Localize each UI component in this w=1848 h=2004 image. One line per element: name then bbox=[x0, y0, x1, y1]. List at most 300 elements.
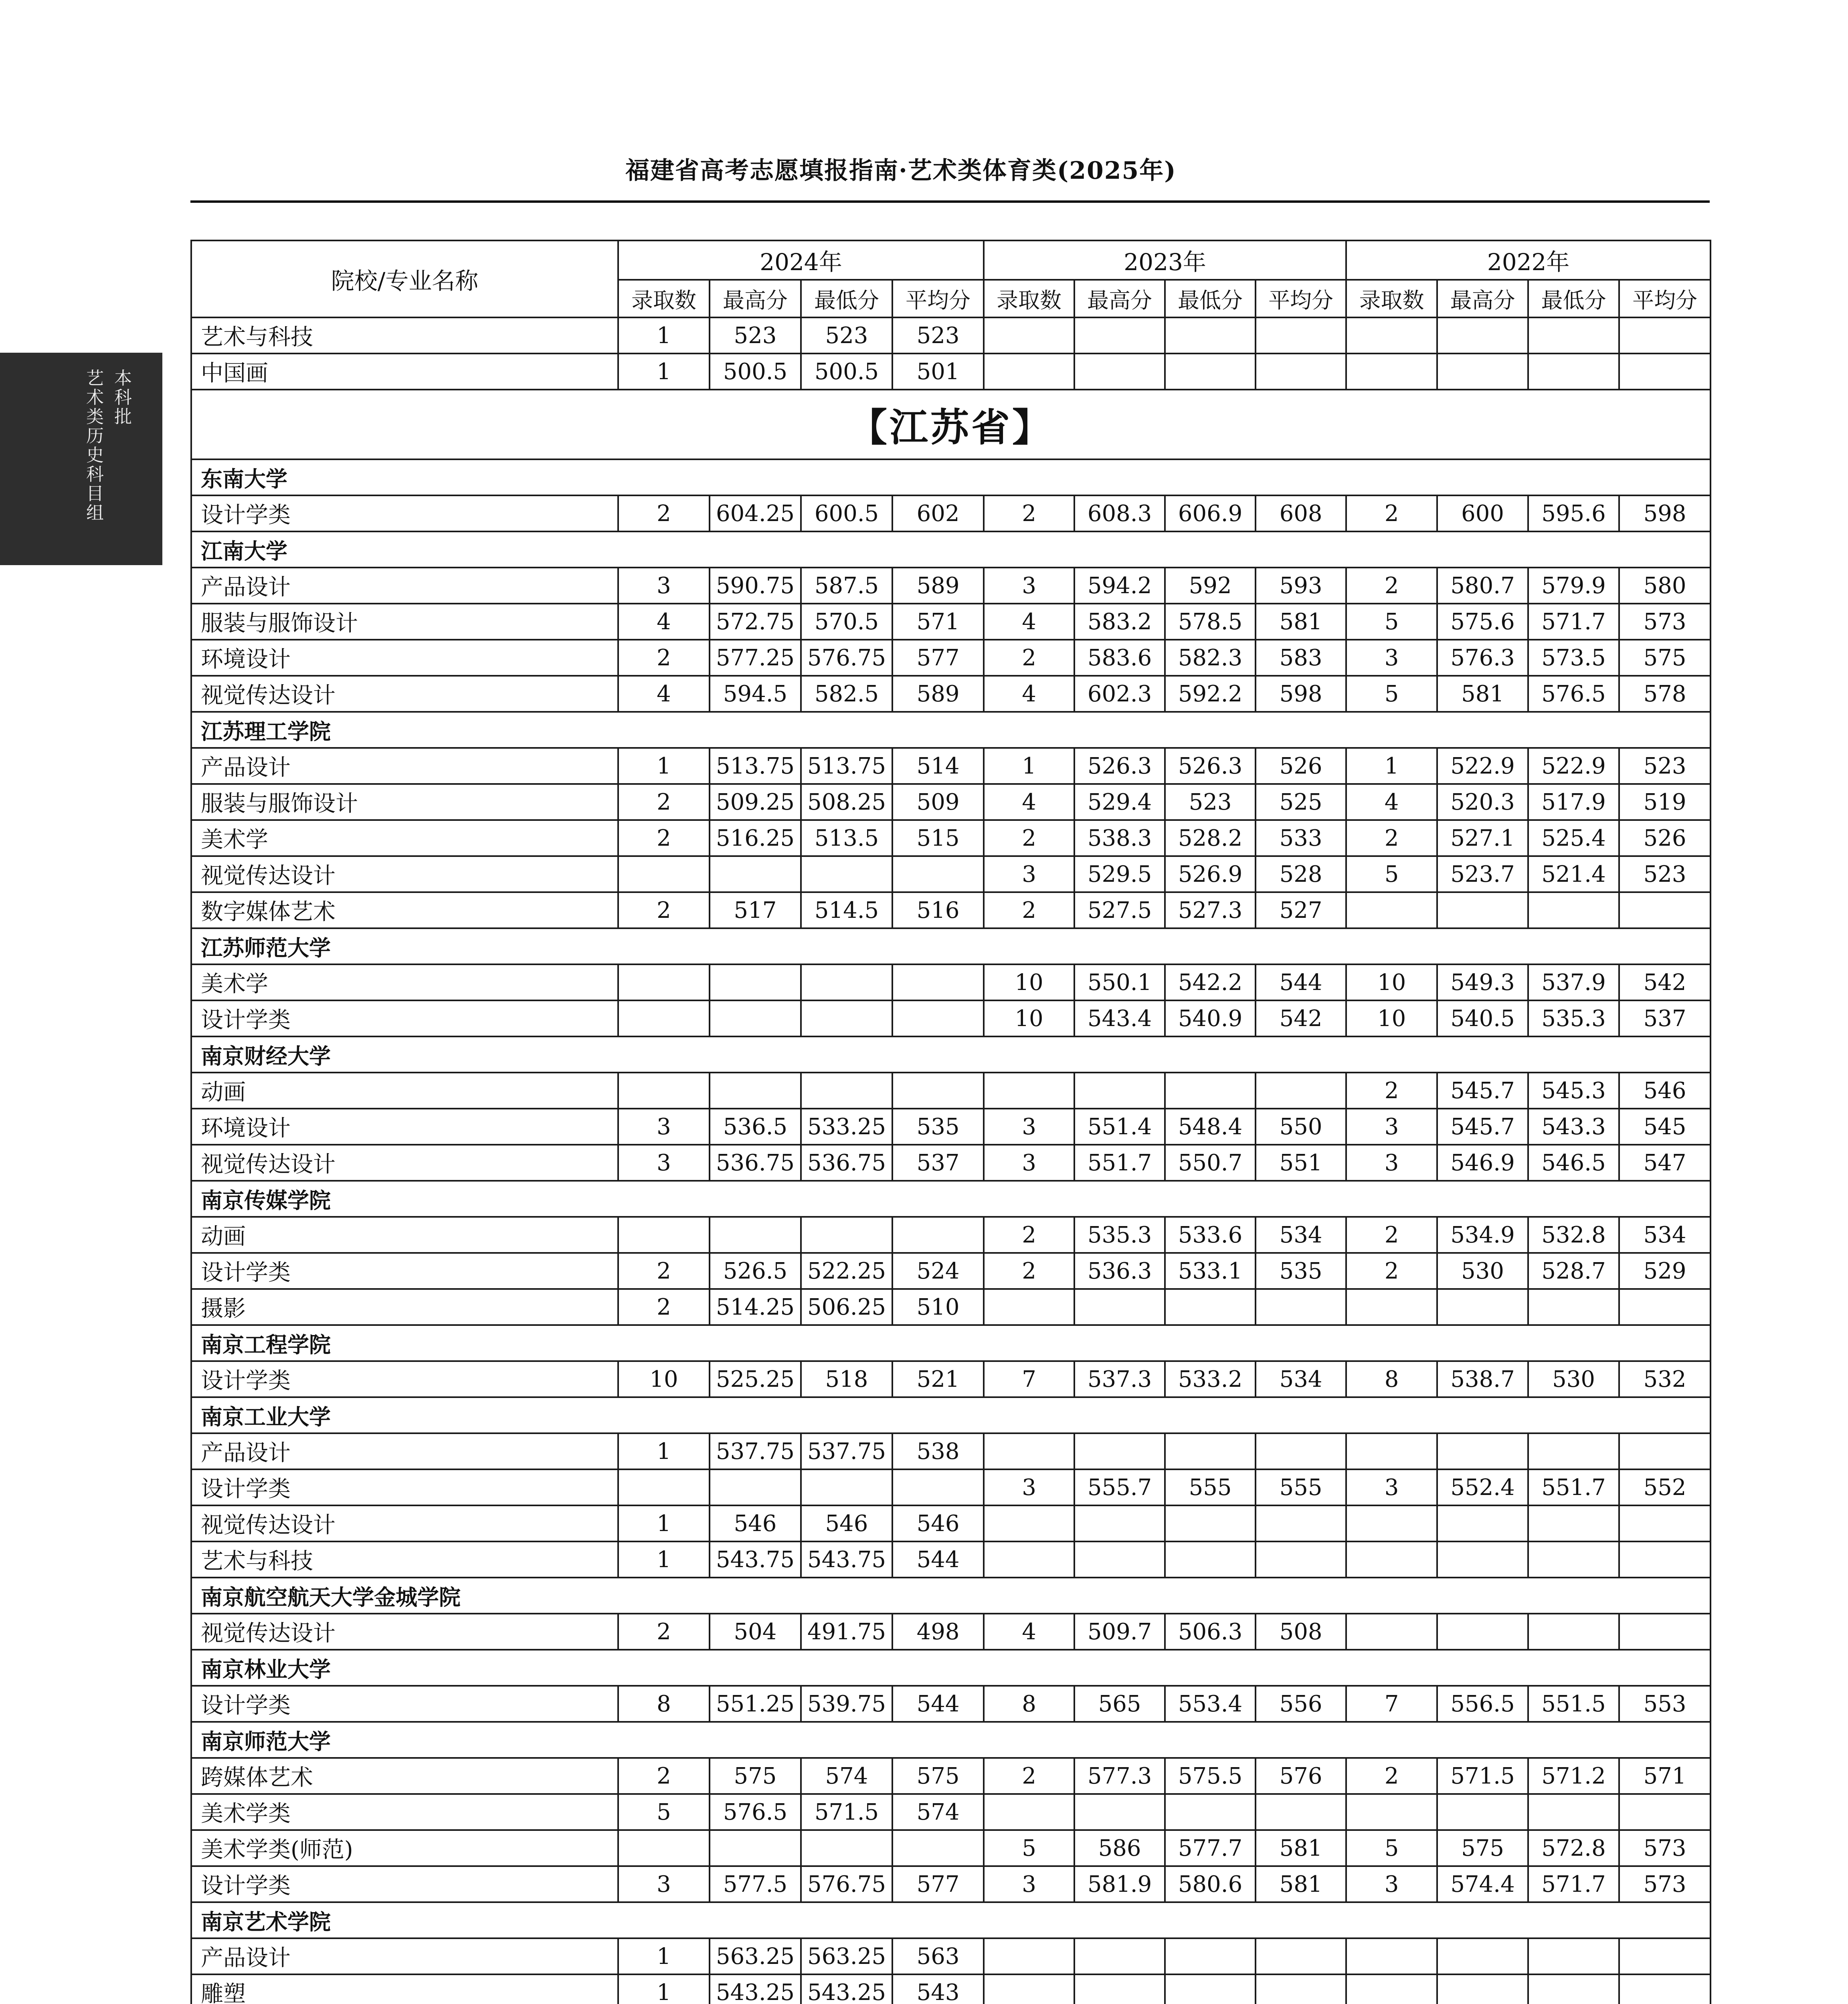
score-cell bbox=[1528, 892, 1619, 928]
score-cell: 530 bbox=[1528, 1361, 1619, 1397]
score-cell: 3 bbox=[1346, 1866, 1437, 1902]
score-cell bbox=[1619, 1938, 1711, 1974]
score-cell: 576.5 bbox=[1528, 676, 1619, 712]
score-cell: 533.1 bbox=[1165, 1253, 1256, 1289]
score-cell: 530 bbox=[1437, 1253, 1528, 1289]
score-cell: 3 bbox=[984, 1866, 1074, 1902]
score-cell bbox=[892, 964, 984, 1000]
school-name: 南京工程学院 bbox=[191, 1325, 1711, 1361]
table-header-years bbox=[191, 240, 1711, 280]
score-cell bbox=[984, 1505, 1074, 1541]
school-row bbox=[191, 1036, 1711, 1073]
score-cell: 572.75 bbox=[710, 604, 801, 640]
score-cell: 537 bbox=[892, 1145, 984, 1181]
school-name: 江苏理工学院 bbox=[191, 712, 1711, 748]
table-row bbox=[191, 856, 1711, 892]
score-cell: 515 bbox=[892, 820, 984, 856]
score-cell bbox=[1437, 1433, 1528, 1469]
score-cell: 543.75 bbox=[710, 1541, 801, 1578]
score-cell: 600.5 bbox=[801, 495, 892, 531]
score-cell: 533.25 bbox=[801, 1109, 892, 1145]
column-header-count: 录取数 bbox=[618, 280, 710, 317]
score-cell: 546 bbox=[710, 1505, 801, 1541]
score-cell bbox=[710, 1000, 801, 1036]
major-name: 产品设计 bbox=[191, 1433, 618, 1469]
score-cell: 571 bbox=[1619, 1758, 1711, 1794]
score-cell: 551 bbox=[1256, 1145, 1346, 1181]
column-header-year-2022: 2022年 bbox=[1346, 240, 1711, 280]
score-cell: 508.25 bbox=[801, 784, 892, 820]
score-cell: 523 bbox=[1619, 748, 1711, 784]
score-cell: 581 bbox=[1437, 676, 1528, 712]
score-cell: 2 bbox=[1346, 820, 1437, 856]
score-cell: 3 bbox=[618, 1109, 710, 1145]
score-cell: 1 bbox=[1346, 748, 1437, 784]
score-cell bbox=[984, 1938, 1074, 1974]
score-cell bbox=[1346, 317, 1437, 354]
score-cell: 550.7 bbox=[1165, 1145, 1256, 1181]
province-heading-row bbox=[191, 390, 1711, 459]
score-cell: 604.25 bbox=[710, 495, 801, 531]
major-name: 中国画 bbox=[191, 354, 618, 390]
score-cell: 4 bbox=[984, 676, 1074, 712]
score-cell bbox=[618, 856, 710, 892]
score-cell: 571.7 bbox=[1528, 604, 1619, 640]
score-cell: 2 bbox=[1346, 1758, 1437, 1794]
column-header-avg: 平均分 bbox=[1256, 280, 1346, 317]
score-cell: 4 bbox=[984, 604, 1074, 640]
score-cell: 2 bbox=[618, 892, 710, 928]
score-cell: 523 bbox=[1165, 784, 1256, 820]
table-row bbox=[191, 892, 1711, 928]
score-cell: 2 bbox=[618, 784, 710, 820]
score-cell: 527.5 bbox=[1074, 892, 1165, 928]
column-header-avg: 平均分 bbox=[892, 280, 984, 317]
table-row bbox=[191, 317, 1711, 354]
score-cell: 2 bbox=[618, 495, 710, 531]
score-cell: 551.25 bbox=[710, 1686, 801, 1722]
score-cell bbox=[1165, 317, 1256, 354]
score-cell: 594.5 bbox=[710, 676, 801, 712]
table-row bbox=[191, 1289, 1711, 1325]
score-cell bbox=[710, 1469, 801, 1505]
score-cell: 523 bbox=[1619, 856, 1711, 892]
score-cell: 575 bbox=[892, 1758, 984, 1794]
school-name: 南京林业大学 bbox=[191, 1650, 1711, 1686]
score-cell: 1 bbox=[618, 1505, 710, 1541]
score-cell: 592.2 bbox=[1165, 676, 1256, 712]
score-cell bbox=[1619, 1974, 1711, 2004]
major-name: 设计学类 bbox=[191, 1469, 618, 1505]
score-cell: 3 bbox=[984, 568, 1074, 604]
score-cell: 527.3 bbox=[1165, 892, 1256, 928]
score-cell: 1 bbox=[618, 317, 710, 354]
score-cell: 500.5 bbox=[710, 354, 801, 390]
header-rule bbox=[190, 200, 1710, 203]
score-cell: 535 bbox=[1256, 1253, 1346, 1289]
score-cell: 556 bbox=[1256, 1686, 1346, 1722]
score-cell: 525.25 bbox=[710, 1361, 801, 1397]
score-cell: 5 bbox=[618, 1794, 710, 1830]
score-cell: 3 bbox=[984, 856, 1074, 892]
score-cell: 542 bbox=[1256, 1000, 1346, 1036]
column-header-min: 最低分 bbox=[1165, 280, 1256, 317]
school-name: 江南大学 bbox=[191, 531, 1711, 568]
score-cell: 513.75 bbox=[801, 748, 892, 784]
score-cell: 552 bbox=[1619, 1469, 1711, 1505]
score-cell: 524 bbox=[892, 1253, 984, 1289]
score-cell: 563 bbox=[892, 1938, 984, 1974]
province-heading: 【江苏省】 bbox=[191, 390, 1711, 459]
score-cell: 583.6 bbox=[1074, 640, 1165, 676]
score-cell bbox=[1619, 1433, 1711, 1469]
score-cell: 2 bbox=[1346, 1253, 1437, 1289]
table-row bbox=[191, 354, 1711, 390]
score-cell bbox=[1528, 1289, 1619, 1325]
major-name: 视觉传达设计 bbox=[191, 856, 618, 892]
major-name: 视觉传达设计 bbox=[191, 1614, 618, 1650]
table-row bbox=[191, 495, 1711, 531]
school-name: 江苏师范大学 bbox=[191, 928, 1711, 964]
score-cell: 546 bbox=[1619, 1073, 1711, 1109]
score-cell: 575 bbox=[1437, 1830, 1528, 1866]
score-cell: 2 bbox=[618, 640, 710, 676]
score-cell: 549.3 bbox=[1437, 964, 1528, 1000]
side-tab-batch-label: 本科批 bbox=[111, 369, 131, 426]
major-name: 动画 bbox=[191, 1073, 618, 1109]
score-cell bbox=[1528, 317, 1619, 354]
score-cell: 529 bbox=[1619, 1253, 1711, 1289]
score-cell: 565 bbox=[1074, 1686, 1165, 1722]
score-cell: 602.3 bbox=[1074, 676, 1165, 712]
table-row bbox=[191, 1217, 1711, 1253]
score-cell bbox=[984, 1541, 1074, 1578]
score-cell bbox=[1437, 892, 1528, 928]
score-cell: 538.7 bbox=[1437, 1361, 1528, 1397]
column-header-min: 最低分 bbox=[1528, 280, 1619, 317]
school-row bbox=[191, 1181, 1711, 1217]
score-cell bbox=[618, 1000, 710, 1036]
score-cell: 575 bbox=[710, 1758, 801, 1794]
score-cell bbox=[1256, 354, 1346, 390]
score-cell bbox=[1528, 1433, 1619, 1469]
score-cell bbox=[1619, 317, 1711, 354]
score-cell: 577.25 bbox=[710, 640, 801, 676]
table-row bbox=[191, 640, 1711, 676]
score-cell bbox=[1256, 1974, 1346, 2004]
score-cell: 589 bbox=[892, 676, 984, 712]
major-name: 跨媒体艺术 bbox=[191, 1758, 618, 1794]
score-cell bbox=[1437, 1541, 1528, 1578]
side-tab-subject-label: 艺术类历史科目组 bbox=[83, 369, 103, 523]
score-cell: 7 bbox=[1346, 1686, 1437, 1722]
score-cell: 556.5 bbox=[1437, 1686, 1528, 1722]
school-row bbox=[191, 1650, 1711, 1686]
score-cell: 522.25 bbox=[801, 1253, 892, 1289]
score-cell: 516.25 bbox=[710, 820, 801, 856]
score-cell: 10 bbox=[984, 964, 1074, 1000]
major-name: 设计学类 bbox=[191, 1866, 618, 1902]
score-cell: 523 bbox=[801, 317, 892, 354]
score-cell bbox=[618, 1830, 710, 1866]
score-cell bbox=[1346, 1541, 1437, 1578]
school-name: 南京师范大学 bbox=[191, 1722, 1711, 1758]
score-cell bbox=[1256, 1289, 1346, 1325]
table-row bbox=[191, 604, 1711, 640]
score-cell: 10 bbox=[984, 1000, 1074, 1036]
score-cell: 598 bbox=[1619, 495, 1711, 531]
score-cell: 551.7 bbox=[1074, 1145, 1165, 1181]
score-cell: 491.75 bbox=[801, 1614, 892, 1650]
major-name: 美术学类(师范) bbox=[191, 1830, 618, 1866]
table-row bbox=[191, 1145, 1711, 1181]
table-row bbox=[191, 1109, 1711, 1145]
score-cell bbox=[1256, 1541, 1346, 1578]
score-cell bbox=[892, 1000, 984, 1036]
score-cell: 543 bbox=[892, 1974, 984, 2004]
table-row bbox=[191, 1866, 1711, 1902]
score-cell: 529.5 bbox=[1074, 856, 1165, 892]
score-cell: 583 bbox=[1256, 640, 1346, 676]
table-row bbox=[191, 1974, 1711, 2004]
score-cell: 525.4 bbox=[1528, 820, 1619, 856]
column-header-avg: 平均分 bbox=[1619, 280, 1711, 317]
score-cell bbox=[1165, 1938, 1256, 1974]
table-row bbox=[191, 1686, 1711, 1722]
score-cell: 578 bbox=[1619, 676, 1711, 712]
score-cell: 534 bbox=[1619, 1217, 1711, 1253]
score-cell: 540.9 bbox=[1165, 1000, 1256, 1036]
score-cell: 583.2 bbox=[1074, 604, 1165, 640]
score-cell: 537.3 bbox=[1074, 1361, 1165, 1397]
table-row bbox=[191, 784, 1711, 820]
score-cell: 546 bbox=[892, 1505, 984, 1541]
score-cell: 551.4 bbox=[1074, 1109, 1165, 1145]
score-cell bbox=[618, 1469, 710, 1505]
score-cell: 513.5 bbox=[801, 820, 892, 856]
school-row bbox=[191, 531, 1711, 568]
score-cell: 578.5 bbox=[1165, 604, 1256, 640]
score-cell: 563.25 bbox=[801, 1938, 892, 1974]
score-cell bbox=[1437, 1614, 1528, 1650]
score-cell: 551.7 bbox=[1528, 1469, 1619, 1505]
score-cell bbox=[892, 1830, 984, 1866]
table-row bbox=[191, 1541, 1711, 1578]
score-cell: 498 bbox=[892, 1614, 984, 1650]
score-cell: 577.7 bbox=[1165, 1830, 1256, 1866]
score-cell bbox=[801, 1830, 892, 1866]
score-cell bbox=[1074, 1289, 1165, 1325]
score-cell bbox=[1256, 1505, 1346, 1541]
score-cell: 519 bbox=[1619, 784, 1711, 820]
score-cell bbox=[984, 1073, 1074, 1109]
score-cell: 574 bbox=[801, 1758, 892, 1794]
score-cell: 2 bbox=[1346, 495, 1437, 531]
score-cell bbox=[1437, 1289, 1528, 1325]
school-name: 南京航空航天大学金城学院 bbox=[191, 1578, 1711, 1614]
score-cell: 526.9 bbox=[1165, 856, 1256, 892]
score-cell bbox=[1437, 354, 1528, 390]
score-cell bbox=[1074, 317, 1165, 354]
score-cell: 506.3 bbox=[1165, 1614, 1256, 1650]
score-cell bbox=[801, 1217, 892, 1253]
score-cell: 3 bbox=[1346, 640, 1437, 676]
score-cell: 2 bbox=[618, 1614, 710, 1650]
score-cell bbox=[1528, 1505, 1619, 1541]
score-cell: 3 bbox=[618, 568, 710, 604]
score-cell: 544 bbox=[1256, 964, 1346, 1000]
score-cell bbox=[1074, 1541, 1165, 1578]
score-cell: 514.25 bbox=[710, 1289, 801, 1325]
score-cell: 522.9 bbox=[1437, 748, 1528, 784]
score-cell: 608 bbox=[1256, 495, 1346, 531]
score-cell bbox=[984, 317, 1074, 354]
score-cell bbox=[984, 354, 1074, 390]
score-cell: 546 bbox=[801, 1505, 892, 1541]
score-cell: 514.5 bbox=[801, 892, 892, 928]
column-header-count: 录取数 bbox=[984, 280, 1074, 317]
score-cell: 2 bbox=[984, 1253, 1074, 1289]
score-cell: 606.9 bbox=[1165, 495, 1256, 531]
column-header-min: 最低分 bbox=[801, 280, 892, 317]
score-cell: 547 bbox=[1619, 1145, 1711, 1181]
score-cell: 575 bbox=[1619, 640, 1711, 676]
score-cell: 527.1 bbox=[1437, 820, 1528, 856]
running-header-title: 福建省高考志愿填报指南·艺术类体育类(2025年) bbox=[625, 157, 1177, 185]
score-cell bbox=[1074, 1073, 1165, 1109]
score-cell: 573.5 bbox=[1528, 640, 1619, 676]
score-cell: 571.5 bbox=[801, 1794, 892, 1830]
score-cell: 575.5 bbox=[1165, 1758, 1256, 1794]
score-cell: 529.4 bbox=[1074, 784, 1165, 820]
score-cell: 500.5 bbox=[801, 354, 892, 390]
score-cell: 600 bbox=[1437, 495, 1528, 531]
score-cell: 573 bbox=[1619, 604, 1711, 640]
score-cell: 545.7 bbox=[1437, 1109, 1528, 1145]
score-cell: 576.75 bbox=[801, 640, 892, 676]
score-cell: 2 bbox=[984, 820, 1074, 856]
major-name: 视觉传达设计 bbox=[191, 676, 618, 712]
table-row bbox=[191, 568, 1711, 604]
score-cell: 537.75 bbox=[710, 1433, 801, 1469]
major-name: 设计学类 bbox=[191, 1253, 618, 1289]
score-cell: 1 bbox=[618, 1433, 710, 1469]
major-name: 美术学 bbox=[191, 964, 618, 1000]
score-cell bbox=[892, 856, 984, 892]
score-cell bbox=[1528, 1614, 1619, 1650]
score-cell bbox=[1346, 1974, 1437, 2004]
score-cell: 518 bbox=[801, 1361, 892, 1397]
score-cell bbox=[801, 856, 892, 892]
score-cell bbox=[801, 1000, 892, 1036]
score-cell: 514 bbox=[892, 748, 984, 784]
score-cell: 532.8 bbox=[1528, 1217, 1619, 1253]
major-name: 美术学 bbox=[191, 820, 618, 856]
table-row bbox=[191, 676, 1711, 712]
score-cell: 3 bbox=[618, 1145, 710, 1181]
score-cell: 550 bbox=[1256, 1109, 1346, 1145]
score-cell: 574 bbox=[892, 1794, 984, 1830]
major-name: 服装与服饰设计 bbox=[191, 604, 618, 640]
score-cell: 8 bbox=[984, 1686, 1074, 1722]
score-cell bbox=[618, 1073, 710, 1109]
score-cell: 535.3 bbox=[1528, 1000, 1619, 1036]
score-cell: 1 bbox=[618, 1541, 710, 1578]
school-row bbox=[191, 1397, 1711, 1433]
score-cell: 546.9 bbox=[1437, 1145, 1528, 1181]
score-cell: 579.9 bbox=[1528, 568, 1619, 604]
score-cell: 571.7 bbox=[1528, 1866, 1619, 1902]
score-cell: 4 bbox=[1346, 784, 1437, 820]
major-name: 视觉传达设计 bbox=[191, 1145, 618, 1181]
score-cell: 10 bbox=[1346, 1000, 1437, 1036]
score-cell: 543.4 bbox=[1074, 1000, 1165, 1036]
school-row bbox=[191, 1722, 1711, 1758]
score-cell bbox=[1437, 1794, 1528, 1830]
score-cell: 5 bbox=[1346, 1830, 1437, 1866]
score-cell: 589 bbox=[892, 568, 984, 604]
score-cell: 3 bbox=[1346, 1145, 1437, 1181]
score-cell bbox=[1528, 1974, 1619, 2004]
score-cell: 1 bbox=[618, 354, 710, 390]
major-name: 设计学类 bbox=[191, 495, 618, 531]
score-cell: 2 bbox=[1346, 568, 1437, 604]
score-cell: 4 bbox=[984, 784, 1074, 820]
score-cell: 598 bbox=[1256, 676, 1346, 712]
major-name: 环境设计 bbox=[191, 640, 618, 676]
score-cell bbox=[984, 1433, 1074, 1469]
score-cell: 550.1 bbox=[1074, 964, 1165, 1000]
score-cell bbox=[1346, 892, 1437, 928]
major-name: 设计学类 bbox=[191, 1000, 618, 1036]
score-cell: 580 bbox=[1619, 568, 1711, 604]
score-cell: 2 bbox=[618, 1758, 710, 1794]
school-row bbox=[191, 1578, 1711, 1614]
score-cell: 4 bbox=[984, 1614, 1074, 1650]
table-row bbox=[191, 964, 1711, 1000]
score-cell bbox=[1074, 1938, 1165, 1974]
score-cell: 537.75 bbox=[801, 1433, 892, 1469]
major-name: 环境设计 bbox=[191, 1109, 618, 1145]
score-cell: 527 bbox=[1256, 892, 1346, 928]
score-cell: 539.75 bbox=[801, 1686, 892, 1722]
score-cell bbox=[1437, 1505, 1528, 1541]
score-cell: 517.9 bbox=[1528, 784, 1619, 820]
score-cell: 592 bbox=[1165, 568, 1256, 604]
column-header-max: 最高分 bbox=[710, 280, 801, 317]
score-cell bbox=[1165, 1289, 1256, 1325]
score-cell: 526.3 bbox=[1165, 748, 1256, 784]
score-cell bbox=[801, 964, 892, 1000]
score-cell: 1 bbox=[618, 1938, 710, 1974]
score-cell: 533.6 bbox=[1165, 1217, 1256, 1253]
score-cell bbox=[710, 856, 801, 892]
score-cell: 555 bbox=[1256, 1469, 1346, 1505]
score-cell: 536.3 bbox=[1074, 1253, 1165, 1289]
score-cell bbox=[1165, 1505, 1256, 1541]
score-cell: 545.7 bbox=[1437, 1073, 1528, 1109]
school-name: 南京财经大学 bbox=[191, 1036, 1711, 1073]
column-header-count: 录取数 bbox=[1346, 280, 1437, 317]
score-cell: 10 bbox=[1346, 964, 1437, 1000]
table-row bbox=[191, 1830, 1711, 1866]
score-cell: 543.3 bbox=[1528, 1109, 1619, 1145]
score-cell bbox=[1165, 1073, 1256, 1109]
score-cell: 545.3 bbox=[1528, 1073, 1619, 1109]
score-cell: 574.4 bbox=[1437, 1866, 1528, 1902]
score-cell: 553.4 bbox=[1165, 1686, 1256, 1722]
score-cell bbox=[1074, 1794, 1165, 1830]
